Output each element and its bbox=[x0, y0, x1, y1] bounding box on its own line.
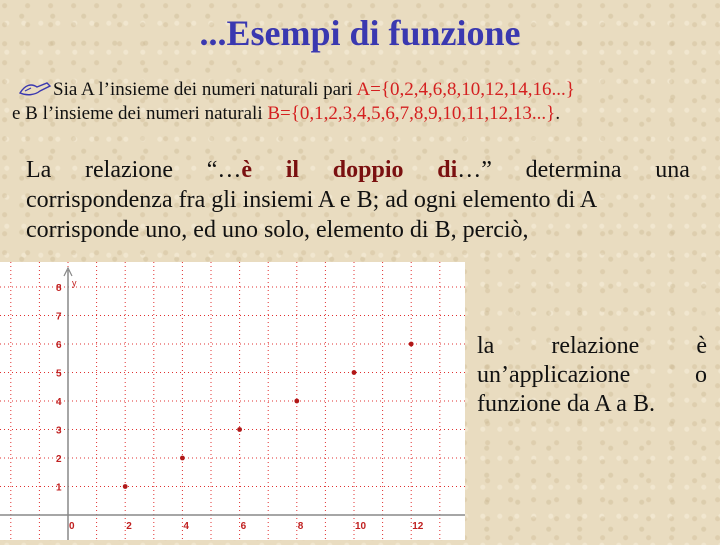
conclusion-word: la bbox=[477, 333, 495, 359]
intro-line-1 bbox=[12, 78, 712, 102]
quote-word-il: il bbox=[285, 157, 300, 183]
y-tick-label: 2 bbox=[56, 454, 62, 465]
x-tick-label: 10 bbox=[355, 521, 367, 532]
quote-open: “… bbox=[206, 157, 242, 183]
relation-quote-end bbox=[437, 155, 492, 185]
relation-text bbox=[26, 155, 690, 245]
x-tick-label: 6 bbox=[240, 521, 247, 532]
data-point bbox=[180, 456, 185, 461]
writing-hand-icon bbox=[17, 79, 53, 97]
y-tick-label: 8 bbox=[56, 283, 62, 294]
quote-word-e: è bbox=[241, 157, 252, 183]
relation-line-3: corrisponde uno, ed uno solo, elemento di B, perciò, bbox=[26, 217, 529, 243]
data-point bbox=[409, 342, 414, 347]
data-point bbox=[123, 484, 128, 489]
x-tick-label: 4 bbox=[183, 521, 189, 532]
data-point bbox=[294, 399, 299, 404]
conclusion-line-2 bbox=[477, 361, 707, 390]
intro-line-2 bbox=[12, 102, 712, 126]
relation-quote bbox=[207, 155, 252, 185]
relation-word: relazione bbox=[85, 157, 173, 183]
set-b: B={0,1,2,3,4,5,6,7,8,9,10,11,12,13...} bbox=[267, 103, 556, 124]
relation-word: La bbox=[26, 157, 52, 183]
quote-word-doppio: doppio bbox=[332, 157, 404, 183]
y-tick-label: 5 bbox=[56, 368, 62, 380]
data-point bbox=[237, 427, 242, 432]
conclusion-word: è bbox=[696, 333, 707, 359]
conclusion-word: o bbox=[695, 362, 707, 388]
y-tick-label: 6 bbox=[56, 340, 62, 351]
slide-title: ...Esempi di funzione bbox=[199, 13, 521, 53]
conclusion-line-1 bbox=[477, 332, 707, 361]
function-plot bbox=[0, 262, 465, 540]
conclusion-text bbox=[477, 332, 707, 419]
x-tick-label: 0 bbox=[69, 521, 75, 532]
relation-word: determina bbox=[525, 157, 622, 183]
intro-line-1-text: Sia A l’insieme dei numeri naturali pari bbox=[53, 79, 357, 100]
x-tick-label: 12 bbox=[412, 521, 424, 532]
y-tick-label: 4 bbox=[56, 397, 62, 408]
quote-close: …” bbox=[457, 157, 492, 183]
relation-line-2: corrispondenza fra gli insiemi A e B; ad ogni elemento di A bbox=[26, 187, 598, 213]
x-tick-label: 2 bbox=[126, 521, 132, 532]
intro-line-2-end: . bbox=[555, 103, 561, 124]
intro-text bbox=[12, 78, 712, 126]
quote-word-di: di bbox=[437, 157, 458, 183]
function-graph bbox=[0, 262, 465, 540]
set-a: A={0,2,4,6,8,10,12,14,16...} bbox=[356, 79, 575, 100]
x-tick-label: 8 bbox=[297, 521, 304, 532]
y-tick-label: 7 bbox=[56, 311, 62, 323]
relation-line-1 bbox=[26, 155, 690, 185]
data-point bbox=[352, 370, 357, 375]
y-axis-label: y bbox=[72, 278, 77, 288]
relation-word: una bbox=[655, 157, 690, 183]
intro-line-2-text: e B l’insieme dei numeri naturali bbox=[12, 103, 268, 124]
y-tick-label: 3 bbox=[56, 425, 62, 437]
conclusion-line-3: funzione da A a B. bbox=[477, 391, 655, 417]
conclusion-word: relazione bbox=[551, 333, 640, 359]
conclusion-word: un’applicazione bbox=[477, 362, 631, 388]
y-tick-label: 1 bbox=[56, 482, 62, 494]
